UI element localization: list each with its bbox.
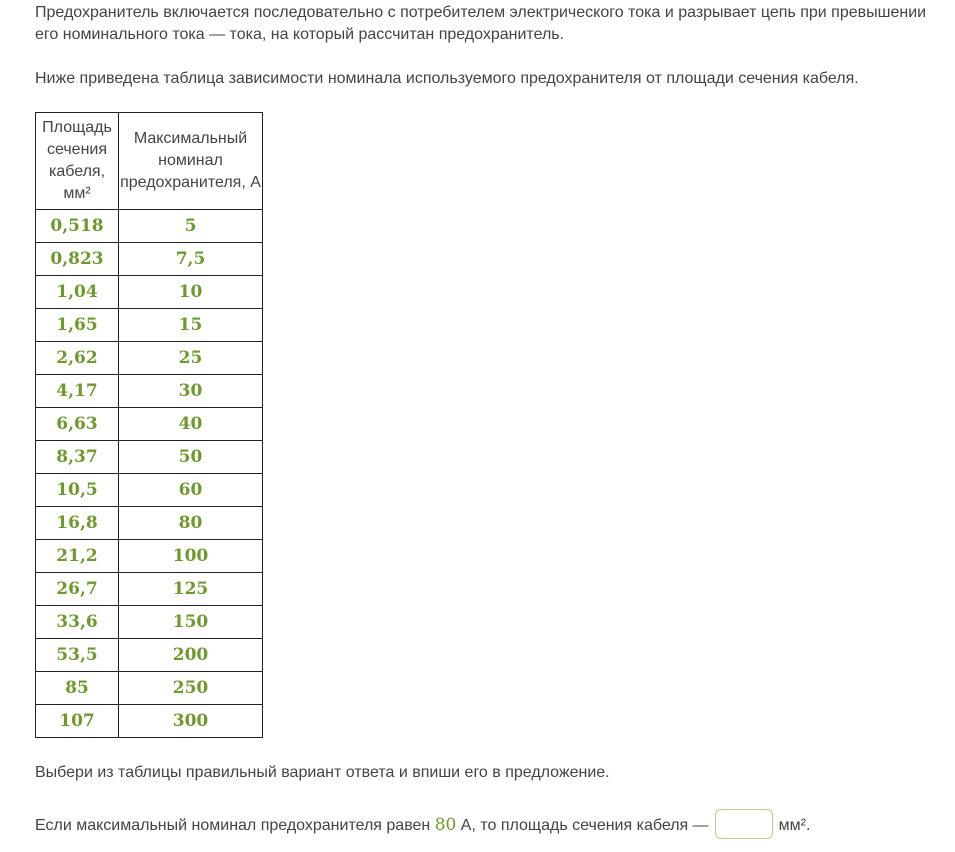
sentence-before: Если максимальный номинал предохранителя равен: [35, 817, 431, 835]
cell-fuse-rating: 5: [119, 210, 263, 243]
cell-fuse-rating: 60: [119, 474, 263, 507]
cell-fuse-rating: 25: [119, 342, 263, 375]
intro-paragraph-1: Предохранитель включается последовательно с потребителем электрического тока и разрывает цепь при превышении его номинального тока — тока, на который рассчитан предохранитель.: [35, 4, 927, 43]
given-fuse-value: 80: [434, 815, 457, 836]
table-body: [36, 210, 263, 738]
cell-cable-area: 0,518: [36, 210, 119, 243]
cell-cable-area: 6,63: [36, 408, 119, 441]
table-row: [36, 243, 263, 276]
task-sentence: [35, 811, 935, 841]
answer-input[interactable]: [715, 809, 773, 839]
cell-cable-area: 2,62: [36, 342, 119, 375]
table-row: [36, 573, 263, 606]
cell-cable-area: 1,04: [36, 276, 119, 309]
cell-cable-area: 1,65: [36, 309, 119, 342]
cell-cable-area: 4,17: [36, 375, 119, 408]
table-row: [36, 441, 263, 474]
table-row: [36, 342, 263, 375]
cell-cable-area: 21,2: [36, 540, 119, 573]
cell-fuse-rating: 300: [119, 705, 263, 738]
table-row: [36, 606, 263, 639]
cell-cable-area: 26,7: [36, 573, 119, 606]
cell-fuse-rating: 200: [119, 639, 263, 672]
cell-fuse-rating: 15: [119, 309, 263, 342]
cell-cable-area: 10,5: [36, 474, 119, 507]
cell-fuse-rating: 150: [119, 606, 263, 639]
fuse-table: [35, 112, 263, 738]
cell-fuse-rating: 40: [119, 408, 263, 441]
cell-cable-area: 0,823: [36, 243, 119, 276]
table-row: [36, 309, 263, 342]
table-row: [36, 276, 263, 309]
table-header-row: [36, 113, 263, 210]
column-header-fuse-rating: Максимальный номинал предохранителя, А: [119, 113, 263, 210]
table-row: [36, 672, 263, 705]
cell-fuse-rating: 250: [119, 672, 263, 705]
intro-paragraph-2: Ниже приведена таблица зависимости номинала используемого предохранителя от площади сечения кабеля.: [35, 70, 859, 87]
cell-fuse-rating: 10: [119, 276, 263, 309]
table-row: [36, 639, 263, 672]
cell-cable-area: 33,6: [36, 606, 119, 639]
table-row: [36, 474, 263, 507]
cell-fuse-rating: 125: [119, 573, 263, 606]
task-instruction: Выбери из таблицы правильный вариант ответа и впиши его в предложение.: [35, 764, 610, 781]
cell-fuse-rating: 100: [119, 540, 263, 573]
cell-fuse-rating: 30: [119, 375, 263, 408]
column-header-cable-area: Площадь сечения кабеля, мм²: [36, 113, 119, 210]
sentence-after: мм².: [778, 817, 811, 835]
cell-cable-area: 8,37: [36, 441, 119, 474]
table-row: [36, 540, 263, 573]
cell-cable-area: 53,5: [36, 639, 119, 672]
table-row: [36, 507, 263, 540]
cell-fuse-rating: 50: [119, 441, 263, 474]
table-row: [36, 375, 263, 408]
table-row: [36, 408, 263, 441]
cell-cable-area: 107: [36, 705, 119, 738]
table-row: [36, 210, 263, 243]
cell-fuse-rating: 80: [119, 507, 263, 540]
cell-cable-area: 85: [36, 672, 119, 705]
table-row: [36, 705, 263, 738]
cell-cable-area: 16,8: [36, 507, 119, 540]
cell-fuse-rating: 7,5: [119, 243, 263, 276]
sentence-middle: А, то площадь сечения кабеля —: [460, 817, 709, 835]
